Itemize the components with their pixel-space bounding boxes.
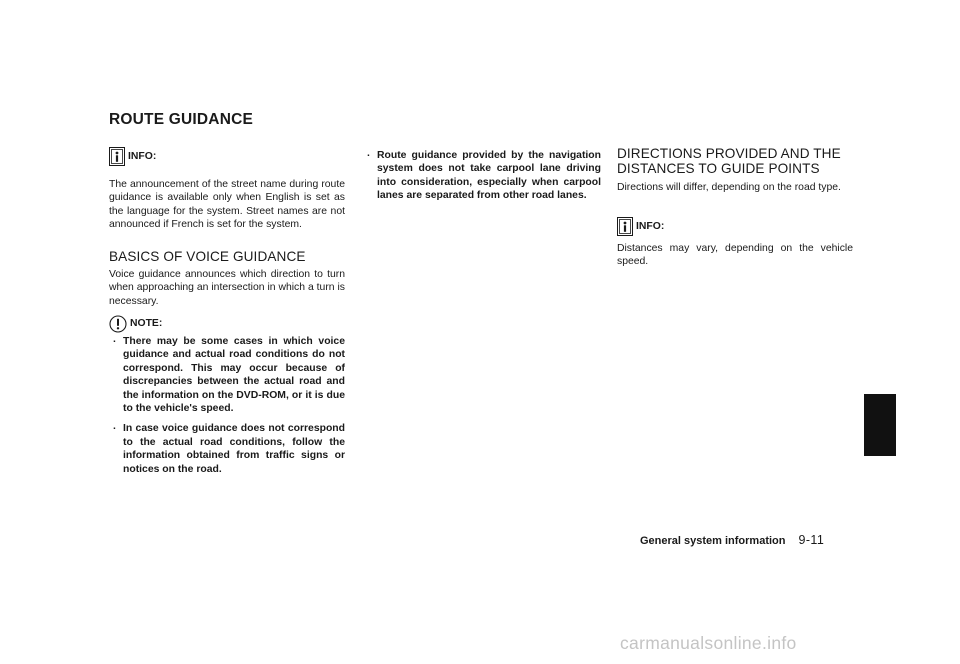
watermark: carmanualsonline.info bbox=[620, 633, 797, 653]
info-label: INFO: bbox=[636, 220, 665, 232]
note-block-header bbox=[109, 315, 162, 333]
info-text: The announcement of the street name during route guidance is available only when English is set as the language for the system. Street names are not announced if French is set for the system. bbox=[109, 179, 345, 231]
info-label: INFO: bbox=[128, 150, 157, 162]
basics-text: Voice guidance announces which direction to turn when approaching an intersection in which a turn is necessary. bbox=[109, 269, 345, 307]
list-item: . Route guidance provided by the navigation system does not take carpool lane driving into consideration, especially when carpool lanes are separated from other road lanes. bbox=[363, 149, 601, 203]
directions-text: Directions will differ, depending on the road type. bbox=[617, 182, 841, 193]
page-footer bbox=[640, 533, 824, 547]
directions-heading: DIRECTIONS PROVIDED AND THE DISTANCES TO GUIDE POINTS bbox=[617, 146, 841, 176]
note-list bbox=[109, 335, 345, 483]
note-label: NOTE: bbox=[130, 317, 163, 329]
page-number: 9-11 bbox=[798, 533, 825, 547]
info-block-header bbox=[617, 217, 664, 236]
info-icon bbox=[617, 217, 633, 236]
exclamation-icon bbox=[109, 315, 127, 333]
chapter-tab-marker bbox=[864, 394, 896, 456]
footer-section-name: General system information bbox=[640, 535, 786, 547]
carpool-list bbox=[363, 149, 601, 210]
list-item: . There may be some cases in which voice guidance and actual road conditions do not correspond. This may occur because of discrepancies between the actual road and the information on the DVD-ROM, or it is due to the vehicle's speed. bbox=[109, 335, 345, 415]
info-icon bbox=[109, 147, 125, 166]
list-item: . In case voice guidance does not correspond to the actual road conditions, follow the information obtained from traffic signs or notices on the road. bbox=[109, 422, 345, 476]
basics-heading: BASICS OF VOICE GUIDANCE bbox=[109, 249, 306, 264]
page-title: ROUTE GUIDANCE bbox=[109, 111, 254, 128]
info-text: Distances may vary, depending on the vehicle speed. bbox=[617, 243, 853, 268]
info-block-header bbox=[109, 147, 156, 166]
